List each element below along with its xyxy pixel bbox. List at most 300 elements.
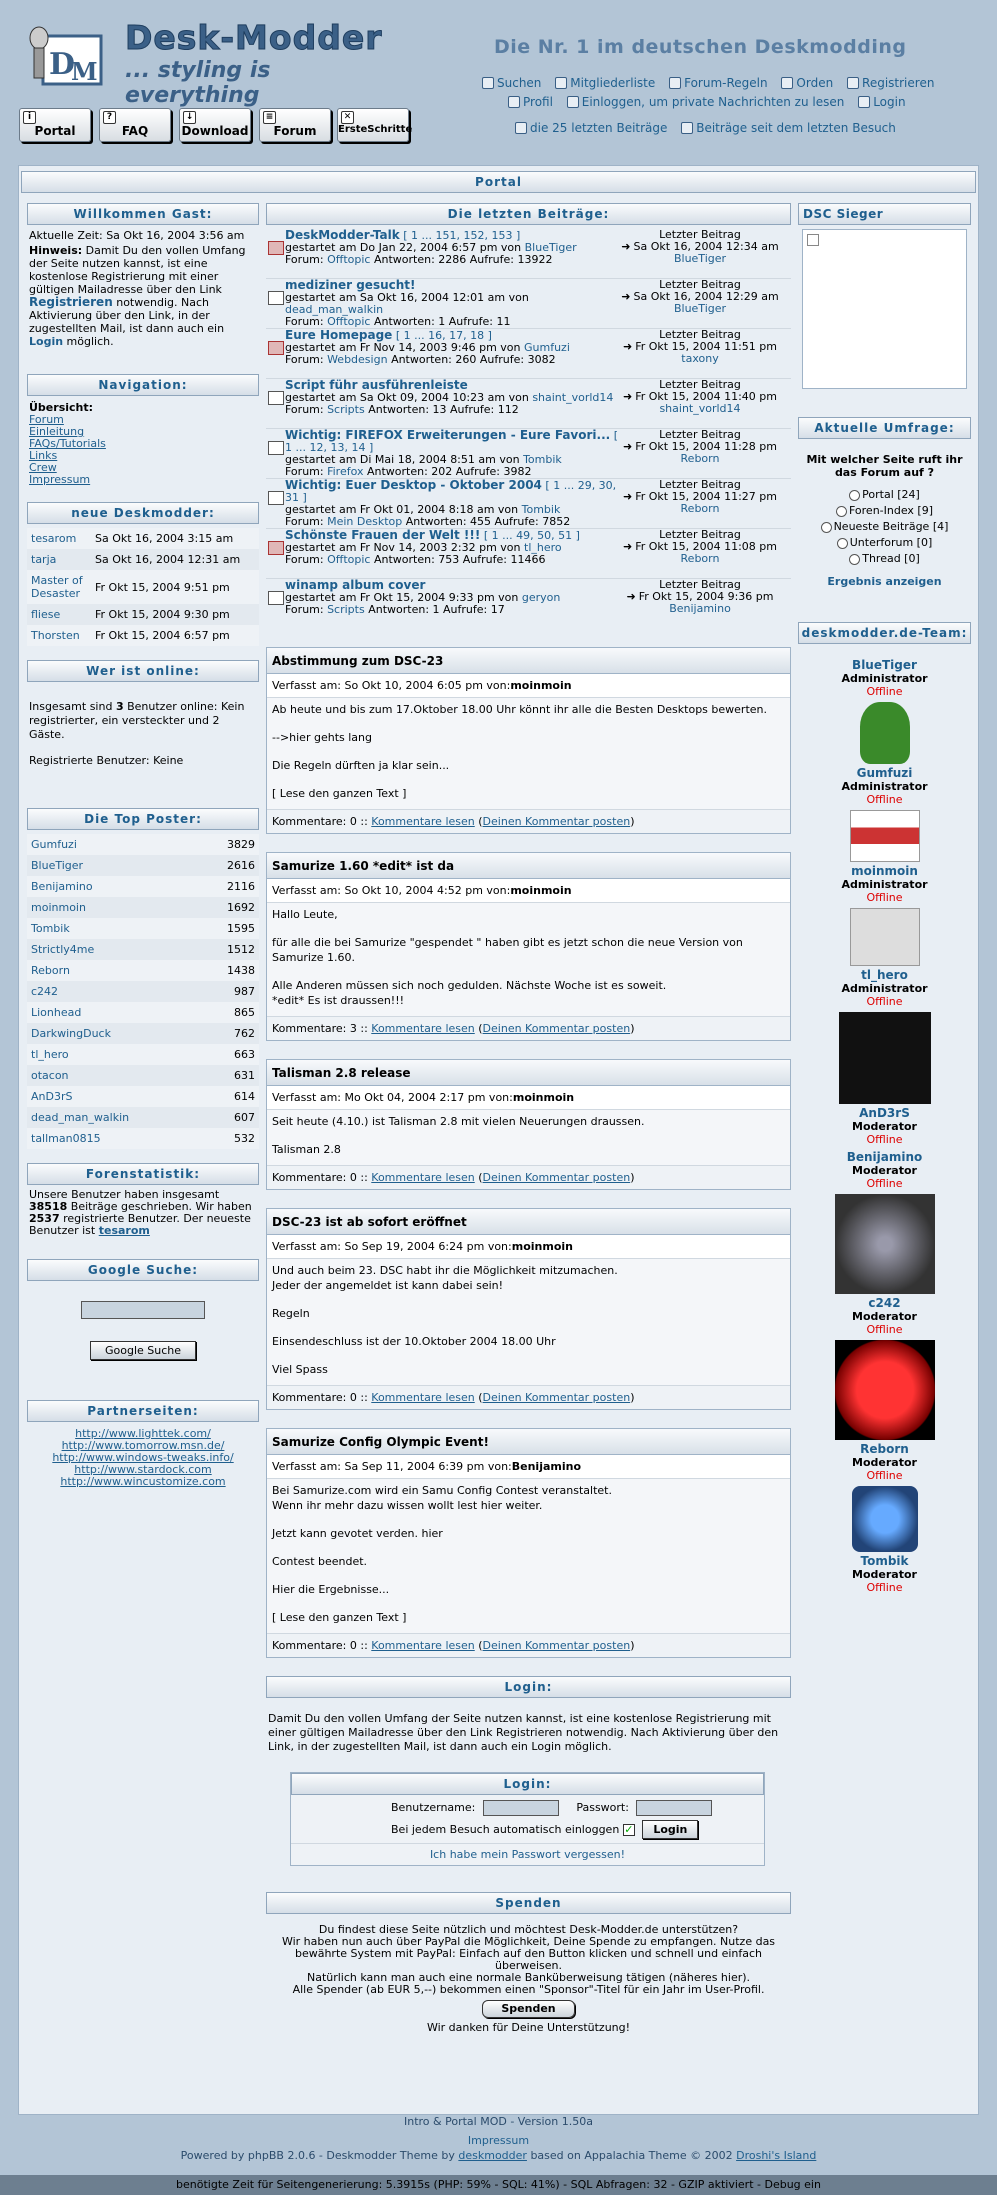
poster-name[interactable]: Lionhead <box>27 1002 200 1023</box>
last-post-date: Fr Okt 15, 2004 11:28 pm <box>635 440 777 453</box>
poster-count: 2116 <box>200 876 259 897</box>
team-member-name[interactable]: Gumfuzi <box>856 766 913 780</box>
partner-link[interactable]: http://www.windows-tweaks.info/ <box>52 1451 234 1464</box>
post-author-link[interactable]: BlueTiger <box>524 241 577 254</box>
news-meta <box>267 1235 790 1259</box>
table-row <box>27 625 259 646</box>
post-stats: Antworten: 13 Aufrufe: 112 <box>368 403 519 416</box>
post-stats: Antworten: 455 Aufrufe: 7852 <box>405 515 571 528</box>
post-started: gestartet am Do Jan 22, 2004 6:57 pm von <box>285 241 522 254</box>
latest-post-row: Wichtig: FIREFOX Erweiterungen - Eure Favori... [ 1 ... 12, 13, 14 ] gestartet am Di Mai 18, 2004 8:51 am von Tombik Forum: Firefox Antworten: 202 Aufrufe: 3982 Letzter Beitrag ➜ Fr Okt 15, 2004 11:28 pm Reborn <box>266 429 791 479</box>
post-title-link[interactable]: winamp album cover <box>285 578 426 592</box>
table-row <box>27 897 259 918</box>
posts-icon <box>681 122 693 134</box>
last-post-date: Fr Okt 15, 2004 11:08 pm <box>635 540 777 553</box>
post-forum-link[interactable]: Offtopic <box>327 253 371 266</box>
username-input[interactable] <box>483 1800 559 1816</box>
forum-icon: ≡ <box>263 111 276 124</box>
news-body-line: Seit heute (4.10.) ist Talisman 2.8 mit vielen Neuerungen draussen. <box>272 1115 645 1128</box>
hint-text3: möglich. <box>66 335 114 348</box>
poster-name[interactable]: otacon <box>27 1065 200 1086</box>
member-name[interactable]: tarja <box>27 549 91 570</box>
team-member-name[interactable]: BlueTiger <box>852 658 917 672</box>
nav-faq-link[interactable]: FAQs/Tutorials <box>29 437 106 450</box>
poll-option-label: Unterforum [0] <box>849 536 933 549</box>
right-column <box>798 203 971 1598</box>
poll-result-link[interactable]: Ergebnis anzeigen <box>827 575 942 588</box>
poster-count: 631 <box>200 1065 259 1086</box>
memberlist-link[interactable]: Mitgliederliste <box>555 76 655 90</box>
table-row <box>27 834 259 855</box>
team-avatar <box>850 810 920 862</box>
partner-link[interactable]: http://www.stardock.com <box>74 1463 212 1476</box>
medal-icon <box>781 77 793 89</box>
login-link[interactable]: Login <box>858 95 905 109</box>
partner-link[interactable]: http://www.tomorrow.msn.de/ <box>61 1439 225 1452</box>
post-last-info <box>611 579 789 615</box>
google-box <box>27 1259 259 1360</box>
nav-impressum-link[interactable]: Impressum <box>29 473 91 486</box>
nav-faq-button[interactable]: ? FAQ <box>99 108 171 142</box>
team-member-name[interactable]: Benijamino <box>846 1150 923 1164</box>
login-link[interactable]: Login <box>29 335 64 348</box>
team-member-role: Administrator <box>841 780 928 793</box>
partner-link[interactable]: http://www.wincustomize.com <box>60 1475 226 1488</box>
post-started: gestartet am Sa Okt 09, 2004 10:23 am von <box>285 391 529 404</box>
last-post-arrow-icon[interactable]: ➜ <box>623 440 633 453</box>
news-author: Benijamino <box>511 1460 582 1473</box>
news-body-line <box>272 1349 785 1362</box>
latest-post-row: Eure Homepage [ 1 ... 16, 17, 18 ] gestartet am Fr Nov 14, 2003 9:46 pm von Gumfuzi Forum: Webdesign Antworten: 260 Aufrufe: 3082 Letzter Beitrag ➜ Fr Okt 15, 2004 11:51 pm taxony <box>266 329 791 379</box>
message-icon <box>567 96 579 108</box>
last-post-author-link[interactable]: taxony <box>681 352 719 365</box>
online-title: Wer ist online: <box>27 660 259 682</box>
topic-icon <box>268 441 284 455</box>
latest-post-row: winamp album cover gestartet am Fr Okt 15, 2004 9:33 pm von geryon Forum: Scripts Antworten: 1 Aufrufe: 17 Letzter Beitrag ➜ Fr Okt 15, 2004 9:36 pm Benijamino <box>266 579 791 629</box>
post-forum-link[interactable]: Offtopic <box>327 315 371 328</box>
nav-intro-link[interactable]: Einleitung <box>29 425 85 438</box>
last-post-arrow-icon[interactable]: ➜ <box>623 490 633 503</box>
member-name[interactable]: Master of Desaster <box>27 570 91 604</box>
post-comment-link[interactable]: Deinen Kommentar posten <box>482 1639 631 1652</box>
poll-radio[interactable] <box>849 490 860 501</box>
poll-radio[interactable] <box>849 554 860 565</box>
team-list <box>798 644 971 1594</box>
post-author-link[interactable]: shaint_vorld14 <box>532 391 614 404</box>
top-posters-table <box>27 834 259 1149</box>
footer-mod-version: Intro & Portal MOD - Version 1.50a <box>404 2115 593 2128</box>
poster-name[interactable]: Benijamino <box>27 876 200 897</box>
news-meta <box>267 1455 790 1479</box>
online-text2: Benutzer online: Kein registrierter, ein versteckter und 2 Gäste. <box>29 700 245 741</box>
post-started: gestartet am Fr Okt 01, 2004 8:18 am von <box>285 503 519 516</box>
post-stats: Antworten: 1 Aufrufe: 11 <box>373 315 511 328</box>
news-date: Verfasst am: So Sep 19, 2004 6:24 pm von: <box>272 1240 512 1253</box>
post-pages[interactable]: [ 1 ... 12, 13, 14 ] <box>285 429 618 454</box>
new-members-box <box>27 502 259 646</box>
read-comments-link[interactable]: Kommentare lesen <box>371 1639 475 1652</box>
post-forum-link[interactable]: Firefox <box>327 465 364 478</box>
news-author: moinmoin <box>512 1091 575 1104</box>
member-date: Fr Okt 15, 2004 9:30 pm <box>91 604 259 625</box>
site-logo[interactable] <box>25 18 405 108</box>
login-icon <box>858 96 870 108</box>
news-title: Samurize 1.60 *edit* ist da <box>267 853 790 879</box>
news-footer: Kommentare: 3 :: Kommentare lesen (Deinen Kommentar posten) <box>267 1016 790 1040</box>
post-title-link[interactable]: Eure Homepage <box>285 328 393 342</box>
broken-image-icon <box>807 234 819 246</box>
poster-count: 614 <box>200 1086 259 1107</box>
nav-download-button[interactable]: ↓ Download <box>179 108 251 142</box>
post-started: gestartet am Sa Okt 16, 2004 12:01 am von <box>285 291 529 304</box>
poster-count: 987 <box>200 981 259 1002</box>
poster-name[interactable]: moinmoin <box>27 897 200 918</box>
member-name[interactable]: tesarom <box>27 528 91 549</box>
team-member-name[interactable]: Reborn <box>860 1442 909 1456</box>
post-pages[interactable]: [ 1 ... 16, 17, 18 ] <box>395 329 492 342</box>
autologin-checkbox[interactable]: ✓ <box>624 1823 634 1836</box>
post-forum-link[interactable]: Scripts <box>327 603 365 616</box>
left-column <box>27 203 259 1500</box>
register-link[interactable]: Registrieren <box>847 76 934 90</box>
table-row <box>27 1044 259 1065</box>
last-post-author-link[interactable]: Reborn <box>680 452 720 465</box>
members-icon <box>555 77 567 89</box>
news-body-line <box>272 1541 785 1554</box>
post-last-info <box>611 279 789 315</box>
news-body-line <box>272 717 785 730</box>
poster-count: 532 <box>200 1128 259 1149</box>
read-comments-link[interactable]: Kommentare lesen <box>371 1022 475 1035</box>
pm-login-link[interactable]: Einloggen, um private Nachrichten zu lesen <box>567 95 845 109</box>
last-post-arrow-icon[interactable]: ➜ <box>623 340 633 353</box>
last-25-posts-link[interactable]: die 25 letzten Beiträge <box>515 121 667 135</box>
member-date: Fr Okt 15, 2004 9:51 pm <box>91 570 259 604</box>
nav-first-steps-button[interactable]: ✕ ErsteSchritte <box>337 108 409 142</box>
donate-text: Wir haben nun auch über PayPal die Möglichkeit, Deine Spende zu empfangen. Nutze das bewährte System mit PayPal: Einfach auf den Button klicken und schnell und einfach überweisen. <box>281 1935 776 1972</box>
read-comments-link[interactable]: Kommentare lesen <box>371 815 475 828</box>
donate-text: Du findest diese Seite nützlich und möchtest Desk-Modder.de unterstützen? <box>318 1923 739 1936</box>
nav-forum-button[interactable]: ≡ Forum <box>259 108 331 142</box>
top-posters-box <box>27 808 259 1149</box>
post-stats: Antworten: 2286 Aufrufe: 13922 <box>373 253 553 266</box>
medals-link[interactable]: Orden <box>781 76 833 90</box>
poster-name[interactable]: AnD3rS <box>27 1086 200 1107</box>
news-body-line <box>272 745 785 758</box>
online-registered: Registrierte Benutzer: Keine <box>29 754 184 767</box>
last-post-date: Fr Okt 15, 2004 11:27 pm <box>635 490 777 503</box>
forgot-password-link[interactable]: Ich habe mein Passwort vergessen! <box>291 1843 764 1865</box>
last-post-date: Fr Okt 15, 2004 11:40 pm <box>635 390 777 403</box>
post-title-link[interactable]: Wichtig: Euer Desktop - Oktober 2004 <box>285 478 542 492</box>
news-item <box>266 1208 791 1410</box>
latest-post-row: DeskModder-Talk [ 1 ... 151, 152, 153 ] gestartet am Do Jan 22, 2004 6:57 pm von BlueTiger Forum: Offtopic Antworten: 2286 Aufrufe: 13922 Letzter Beitrag ➜ Sa Okt 16, 2004 12:34 am BlueTiger <box>266 229 791 279</box>
nav-portal-button[interactable]: i Portal <box>19 108 91 142</box>
news-body-line <box>272 965 785 978</box>
team-member-name[interactable]: tl_hero <box>861 968 908 982</box>
poster-name[interactable]: dead_man_walkin <box>27 1107 200 1128</box>
table-row <box>27 570 259 604</box>
poster-count: 1438 <box>200 960 259 981</box>
post-title-link[interactable]: Script führ ausführenleiste <box>285 378 468 392</box>
poll-option-label: Neueste Beiträge [4] <box>833 520 949 533</box>
post-author-link[interactable]: geryon <box>521 591 561 604</box>
poster-count: 663 <box>200 1044 259 1065</box>
donate-thanks: Wir danken für Deine Unterstützung! <box>426 2021 631 2034</box>
team-member-status: Offline <box>866 1323 903 1336</box>
online-count: 3 <box>115 700 124 713</box>
poster-name[interactable]: c242 <box>27 981 200 1002</box>
post-comment-link[interactable]: Deinen Kommentar posten <box>482 815 631 828</box>
news-meta <box>267 879 790 903</box>
nav-forum-link[interactable]: Forum <box>29 413 64 426</box>
post-forum-link[interactable]: Mein Desktop <box>327 515 403 528</box>
poll-radio[interactable] <box>821 522 832 533</box>
new-members-table <box>27 528 259 646</box>
post-author-link[interactable]: Gumfuzi <box>524 341 570 354</box>
table-row <box>27 981 259 1002</box>
news-body-line <box>272 773 785 786</box>
hint-label: Hinweis: <box>29 244 83 257</box>
site-tagline: Die Nr. 1 im deutschen Deskmodding <box>494 36 907 58</box>
post-pages[interactable]: [ 1 ... 49, 50, 51 ] <box>483 529 580 542</box>
news-date: Verfasst am: Sa Sep 11, 2004 6:39 pm von: <box>272 1460 512 1473</box>
post-title-link[interactable]: Wichtig: FIREFOX Erweiterungen - Eure Favori... <box>285 428 611 442</box>
post-forum-link[interactable]: Webdesign <box>327 353 388 366</box>
post-started: gestartet am Fr Nov 14, 2003 9:46 pm von <box>285 341 521 354</box>
last-post-arrow-icon[interactable]: ➜ <box>623 390 633 403</box>
welcome-box <box>27 203 259 352</box>
nav-crew-link[interactable]: Crew <box>29 461 57 474</box>
footer-credits-text: Powered by phpBB 2.0.6 - Deskmodder Theme by <box>180 2149 455 2162</box>
new-posts-link[interactable]: Beiträge seit dem letzten Besuch <box>681 121 896 135</box>
news-meta <box>267 1086 790 1110</box>
poster-count: 762 <box>200 1023 259 1044</box>
news-body <box>267 698 790 809</box>
poll-title: Aktuelle Umfrage: <box>798 417 971 439</box>
last-post-arrow-icon[interactable]: ➜ <box>623 540 633 553</box>
post-comment-link[interactable]: Deinen Kommentar posten <box>482 1391 631 1404</box>
post-author-link[interactable]: Tombik <box>521 503 561 516</box>
post-forum-link[interactable]: Scripts <box>327 403 365 416</box>
topic-icon <box>268 541 284 555</box>
google-search-button[interactable]: Google Suche <box>90 1341 196 1360</box>
post-title-link[interactable]: Schönste Frauen der Welt !!! <box>285 528 481 542</box>
login-button[interactable]: Login <box>642 1820 698 1839</box>
nav-links-link[interactable]: Links <box>29 449 58 462</box>
svg-text:M: M <box>71 57 98 86</box>
poster-name[interactable]: BlueTiger <box>27 855 200 876</box>
last-post-label: Letzter Beitrag <box>659 228 741 241</box>
team-title: deskmodder.de-Team: <box>798 622 971 644</box>
poster-count: 3829 <box>200 834 259 855</box>
team-member-role: Administrator <box>841 982 928 995</box>
news-item <box>266 1059 791 1190</box>
login-section-text: Damit Du den vollen Umfang der Seite nutzen kannst, ist eine kostenlose Registrierung mit einer gültigen Mailadresse über den Link Registrieren notwendig. Nach Aktivierung über den Link, in der zugestellten Mail, ist dann auch ein Login möglich. <box>268 1712 779 1753</box>
team-member-role: Administrator <box>841 672 928 685</box>
stats-title: Forenstatistik: <box>27 1163 259 1185</box>
post-comment-link[interactable]: Deinen Kommentar posten <box>482 1022 631 1035</box>
posts-icon <box>515 122 527 134</box>
last-post-label: Letzter Beitrag <box>659 378 741 391</box>
team-member-status: Offline <box>866 793 903 806</box>
partner-link[interactable]: http://www.lighttek.com/ <box>75 1427 211 1440</box>
post-author-link[interactable]: Tombik <box>523 453 562 466</box>
member-name[interactable]: fliese <box>27 604 91 625</box>
profile-link[interactable]: Profil <box>508 95 553 109</box>
post-author-link[interactable]: dead_man_walkin <box>285 303 384 316</box>
last-post-author-link[interactable]: Reborn <box>680 552 720 565</box>
login-section-title: Login: <box>266 1676 791 1698</box>
team-member-status: Offline <box>866 1133 903 1146</box>
poster-name[interactable]: DarkwingDuck <box>27 1023 200 1044</box>
news-body-line <box>272 1569 785 1582</box>
news-comment-count: Kommentare: 0 :: <box>272 815 368 828</box>
news-footer: Kommentare: 0 :: Kommentare lesen (Deinen Kommentar posten) <box>267 809 790 833</box>
news-comment-count: Kommentare: 0 :: <box>272 1639 368 1652</box>
top-links-row2 <box>508 95 916 109</box>
poster-name[interactable]: Reborn <box>27 960 200 981</box>
forum-rules-link[interactable]: Forum-Regeln <box>669 76 768 90</box>
read-comments-link[interactable]: Kommentare lesen <box>371 1391 475 1404</box>
post-author-link[interactable]: tl_hero <box>524 541 562 554</box>
news-body-line: Und auch beim 23. DSC habt ihr die Möglichkeit mitzumachen. <box>272 1264 618 1277</box>
last-post-author-link[interactable]: BlueTiger <box>673 252 727 265</box>
poster-name[interactable]: Gumfuzi <box>27 834 200 855</box>
poster-count: 1595 <box>200 918 259 939</box>
team-member-role: Administrator <box>841 878 928 891</box>
register-link[interactable]: Registrieren <box>29 295 113 309</box>
post-stats: Antworten: 753 Aufrufe: 11466 <box>373 553 546 566</box>
topic-icon <box>268 491 284 505</box>
post-pages[interactable]: [ 1 ... 151, 152, 153 ] <box>403 229 521 242</box>
poll-option <box>798 488 971 501</box>
login-section <box>266 1676 791 1866</box>
poster-name[interactable]: tallman0815 <box>27 1128 200 1149</box>
news-body <box>267 1479 790 1633</box>
poster-name[interactable]: tl_hero <box>27 1044 200 1065</box>
post-comment-link[interactable]: Deinen Kommentar posten <box>482 1171 631 1184</box>
profile-icon <box>508 96 520 108</box>
last-post-arrow-icon[interactable]: ➜ <box>621 240 631 253</box>
team-member-status: Offline <box>866 1469 903 1482</box>
post-pages[interactable]: [ 1 ... 29, 30, 31 ] <box>285 479 617 504</box>
post-title-link[interactable]: mediziner gesucht! <box>285 278 416 292</box>
footer-appalachia-link[interactable]: Droshi's Island <box>736 2149 817 2162</box>
member-name[interactable]: Thorsten <box>27 625 91 646</box>
poster-name[interactable]: Strictly4me <box>27 939 200 960</box>
online-body <box>27 682 259 772</box>
news-body-line <box>272 1293 785 1306</box>
poster-count: 1692 <box>200 897 259 918</box>
autologin-label: Bei jedem Besuch automatisch einloggen <box>391 1823 620 1836</box>
top-posters-title: Die Top Poster: <box>27 808 259 830</box>
post-last-info <box>611 379 789 415</box>
news-footer: Kommentare: 0 :: Kommentare lesen (Deinen Kommentar posten) <box>267 1385 790 1409</box>
last-post-author-link[interactable]: shaint_vorld14 <box>659 402 741 415</box>
news-footer: Kommentare: 0 :: Kommentare lesen (Deinen Kommentar posten) <box>267 1165 790 1189</box>
last-post-author-link[interactable]: BlueTiger <box>673 302 727 315</box>
topic-icon <box>268 391 284 405</box>
logo-title: Desk-Modder <box>125 18 383 57</box>
search-link[interactable]: Suchen <box>482 76 541 90</box>
news-body-line: Wenn ihr mehr dazu wissen wollt lest hier weiter. <box>272 1499 543 1512</box>
newest-user-link[interactable]: tesarom <box>98 1224 150 1237</box>
header <box>0 0 997 165</box>
poll-body <box>798 439 971 588</box>
last-post-author-link[interactable]: Reborn <box>680 502 720 515</box>
table-row <box>27 604 259 625</box>
news-title: DSC-23 ist ab sofort eröffnet <box>267 1209 790 1235</box>
last-post-author-link[interactable]: Benijamino <box>669 602 731 615</box>
footer-theme-link[interactable]: deskmodder <box>458 2149 527 2162</box>
team-member-name[interactable]: Tombik <box>860 1554 909 1568</box>
news-item <box>266 852 791 1041</box>
poll-option <box>798 536 971 549</box>
footer-impressum-link[interactable]: Impressum <box>467 2134 530 2147</box>
footer-credits <box>0 2149 997 2162</box>
last-post-arrow-icon[interactable]: ➜ <box>626 590 636 603</box>
navigation-body <box>27 396 259 490</box>
news-body-line: *edit* Es ist draussen!!! <box>272 994 405 1007</box>
post-last-info <box>611 529 789 565</box>
read-comments-link[interactable]: Kommentare lesen <box>371 1171 475 1184</box>
stats-text3: registrierte Benutzer. Der neueste Benutzer ist <box>29 1212 251 1237</box>
news-title: Talisman 2.8 release <box>267 1060 790 1086</box>
poll-radio[interactable] <box>837 538 848 549</box>
post-started: gestartet am Di Mai 18, 2004 8:51 am von <box>285 453 520 466</box>
team-member-name[interactable]: AnD3rS <box>859 1106 910 1120</box>
donate-button[interactable]: Spenden <box>482 2000 574 2018</box>
news-body <box>267 1110 790 1165</box>
donate-section <box>266 1892 791 2034</box>
top-links-row3 <box>515 121 906 135</box>
team-member-name[interactable]: moinmoin <box>851 864 918 878</box>
dsc-title: DSC Sieger <box>798 203 971 225</box>
table-row <box>27 1107 259 1128</box>
google-search-input[interactable] <box>81 1301 205 1319</box>
main-panel <box>18 165 979 2115</box>
debug-bar: benötigte Zeit für Seitengenerierung: 5.3915s (PHP: 59% - SQL: 41%) - SQL Abfragen: 32 - GZIP aktiviert - Debug ein <box>0 2175 997 2195</box>
news-body-line: Jetzt kann gevotet verden. hier <box>272 1527 443 1540</box>
last-post-arrow-icon[interactable]: ➜ <box>621 290 631 303</box>
table-row <box>27 876 259 897</box>
post-forum-link[interactable]: Offtopic <box>327 553 371 566</box>
post-last-info <box>611 479 789 515</box>
password-input[interactable] <box>636 1800 712 1816</box>
post-title-link[interactable]: DeskModder-Talk <box>285 228 400 242</box>
tools-icon: ✕ <box>341 111 354 124</box>
news-body-line <box>272 1513 785 1526</box>
welcome-title: Willkommen Gast: <box>27 203 259 225</box>
topic-icon <box>268 341 284 355</box>
news-date: Verfasst am: So Okt 10, 2004 4:52 pm von: <box>272 884 511 897</box>
username-label: Benutzername: <box>391 1801 476 1814</box>
welcome-body <box>27 225 259 352</box>
dsc-winner-image[interactable] <box>802 229 967 389</box>
team-member-name[interactable]: c242 <box>868 1296 901 1310</box>
hint-text: Damit Du den vollen Umfang der Seite nutzen kannst, ist eine kostenlose Registrierung mit einer gültigen Mailadresse über den Link <box>29 244 246 296</box>
search-icon <box>482 77 494 89</box>
donate-text: Alle Spender (ab EUR 5,--) bekommen einen "Sponsor"-Titel für ein Jahr im User-Profil. <box>292 1983 765 1996</box>
poll-radio[interactable] <box>836 506 847 517</box>
poster-name[interactable]: Tombik <box>27 918 200 939</box>
latest-post-row: Wichtig: Euer Desktop - Oktober 2004 [ 1 ... 29, 30, 31 ] gestartet am Fr Okt 01, 2004 8:18 am von Tombik Forum: Mein Desktop Antworten: 455 Aufrufe: 7852 Letzter Beitrag ➜ Fr Okt 15, 2004 11:27 pm Reborn <box>266 479 791 529</box>
member-date: Sa Okt 16, 2004 3:15 am <box>91 528 259 549</box>
footer-credits-text: based on Appalachia Theme © 2002 <box>530 2149 733 2162</box>
poll-option-label: Thread [0] <box>862 552 920 565</box>
team-member-status: Offline <box>866 891 903 904</box>
